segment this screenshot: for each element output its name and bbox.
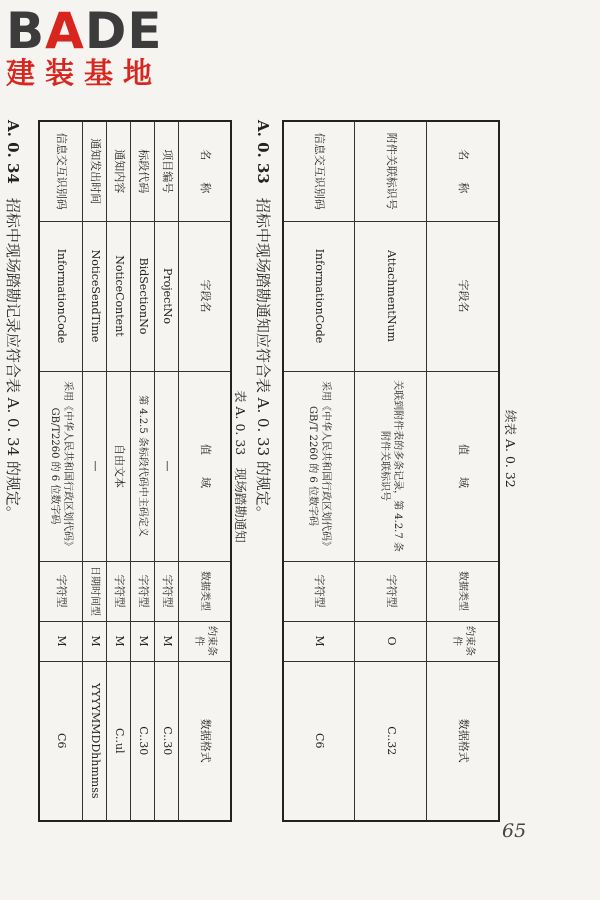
cell-domain: 关联到附件表的多条记录，第 4.2.7 条附件关联标识号 [355,371,427,561]
cell-field: NoticeSendTime [83,221,107,371]
header-field: 字段名 [179,221,231,371]
cell-format: C6 [283,661,355,821]
cell-field: InformationCode [39,221,83,371]
header-type: 数据类型 [427,561,499,621]
table-row [155,121,179,821]
cell-constraint: M [107,621,131,661]
cell-field: InformationCode [283,221,355,371]
table-a032-cont [282,120,500,822]
clause-a034-number: A. 0. 34 [4,120,22,184]
cell-domain: — [155,371,179,561]
cell-format: C..30 [131,661,155,821]
clause-a034 [3,120,24,521]
cell-type: 字符型 [131,561,155,621]
header-domain: 值 域 [427,371,499,561]
cell-domain: 自由文本 [107,371,131,561]
table-header-row [179,121,231,821]
header-name: 名 称 [427,121,499,221]
header-format: 数据格式 [427,661,499,821]
table-row [283,121,355,821]
rotated-page-content [4,120,520,820]
cell-name: 信息交互识别码 [39,121,83,221]
clause-a033 [253,120,274,521]
clause-a033-number: A. 0. 33 [254,120,272,184]
header-format: 数据格式 [179,661,231,821]
cell-type: 字符型 [283,561,355,621]
table-row [355,121,427,821]
cell-constraint: O [355,621,427,661]
logo-mark: BADE [6,2,163,60]
cell-name: 通知内容 [107,121,131,221]
table-row [83,121,107,821]
cell-name: 标段代码 [131,121,155,221]
cell-type: 字符型 [155,561,179,621]
clause-a033-text: 招标中现场踏勘通知应符合表 A. 0. 33 的规定。 [254,197,272,521]
cell-field: NoticeContent [107,221,131,371]
cell-format: C..30 [155,661,179,821]
cell-type: 日期时间型 [83,561,107,621]
table-a032-cont-caption: 续表 A. 0. 32 [503,410,518,488]
cell-type: 字符型 [355,561,427,621]
cell-type: 字符型 [107,561,131,621]
header-name: 名 称 [179,121,231,221]
cell-field: ProjectNo [155,221,179,371]
table-a033 [38,120,232,822]
cell-constraint: M [283,621,355,661]
cell-name: 附件关联标识号 [355,121,427,221]
cell-name: 信息交互识别码 [283,121,355,221]
header-domain: 值 域 [179,371,231,561]
header-constraint: 约束条件 [427,621,499,661]
bade-logo [6,4,186,90]
table-header-row [427,121,499,821]
table-row [131,121,155,821]
clause-a034-text: 招标中现场踏勘记录应符合表 A. 0. 34 的规定。 [4,197,22,521]
cell-constraint: M [83,621,107,661]
cell-format: C..32 [355,661,427,821]
cell-constraint: M [155,621,179,661]
cell-domain: 采用《中华人民共和国行政区划代码》GB/T 2260 的 6 位数字码 [283,371,355,561]
cell-format: YYYYMMDDhhmmss [83,661,107,821]
cell-domain: 采用《中华人民共和国行政区划代码》GB/T2260 的 6 位数字码 [39,371,83,561]
cell-domain: — [83,371,107,561]
logo-subtitle: 建装基地 [6,56,163,90]
cell-name: 通知发出时间 [83,121,107,221]
table-row [107,121,131,821]
cell-field: AttachmentNum [355,221,427,371]
cell-format: C..ul [107,661,131,821]
cell-constraint: M [39,621,83,661]
header-field: 字段名 [427,221,499,371]
cell-field: BidSectionNo [131,221,155,371]
cell-name: 项目编号 [155,121,179,221]
header-type: 数据类型 [179,561,231,621]
cell-type: 字符型 [39,561,83,621]
header-constraint: 约束条件 [179,621,231,661]
page-number: 65 [502,820,527,842]
cell-domain: 第 4.2.5 条标段代码中主码定义 [131,371,155,561]
table-row [39,121,83,821]
cell-format: C6 [39,661,83,821]
table-a033-caption: 表 A. 0. 33 现场踏勘通知 [233,390,248,543]
cell-constraint: M [131,621,155,661]
